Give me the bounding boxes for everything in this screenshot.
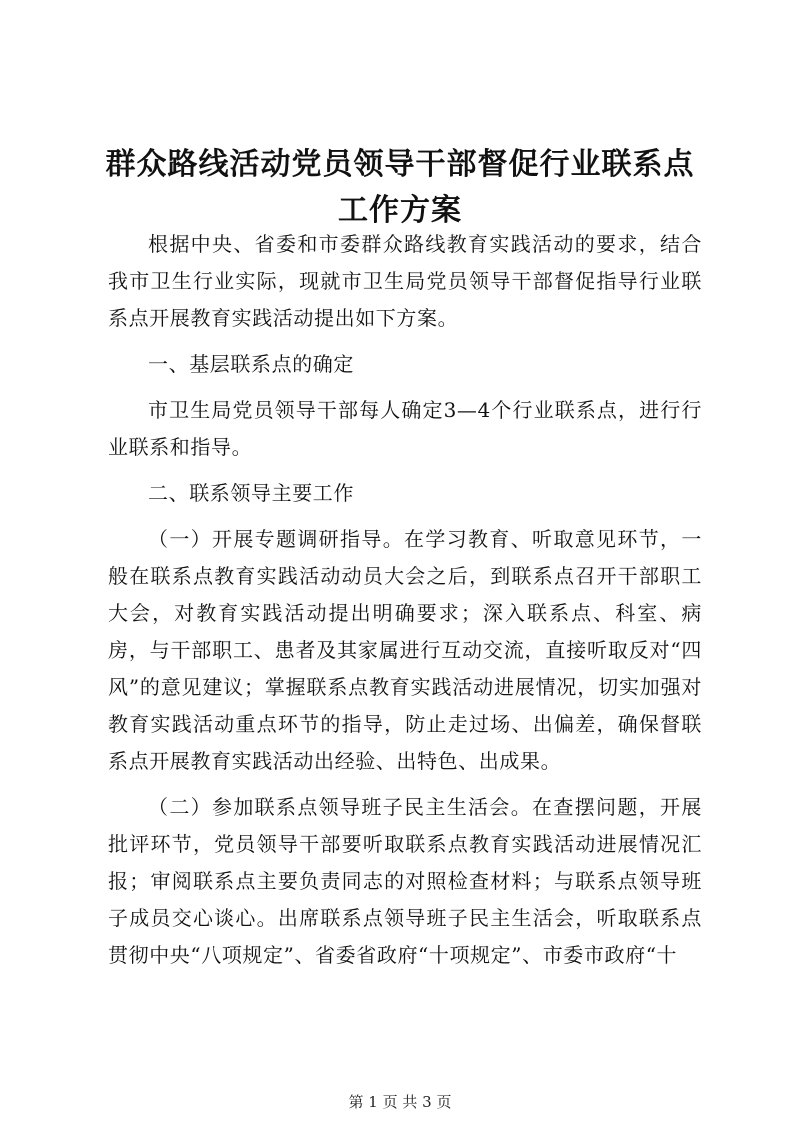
section-heading-2: 二、联系领导主要工作 (148, 481, 354, 505)
paragraph-item-2: （二）参加联系点领导班子民主生活会。在查摆问题，开展批评环节，党员领导干部要听取联系点教育实践活动进展情况汇报；审阅联系点主要负责同志的对照检查材料；与联系点领导班子成员交心谈心。出席联系点领导班子民主生活会，听取联系点贯彻中央“八项规定”、省委省政府“十项规定”、市委市政府“十 (108, 795, 702, 967)
document-title: 群众路线活动党员领导干部督促行业联系点工作方案 (105, 147, 695, 228)
section-heading-1: 一、基层联系点的确定 (148, 352, 354, 376)
document-body (108, 226, 702, 983)
page-number-footer: 第 1 页 共 3 页 (348, 1093, 452, 1111)
paragraph-intro: 根据中央、省委和市委群众路线教育实践活动的要求，结合我市卫生行业实际，现就市卫生局党员领导干部督促指导行业联系点开展教育实践活动提出如下方案。 (108, 232, 702, 330)
paragraph-item-1: （一）开展专题调研指导。在学习教育、听取意见环节，一般在联系点教育实践活动动员大会之后，到联系点召开干部职工大会，对教育实践活动提出明确要求；深入联系点、科室、病房，与干部职工、患者及其家属进行互动交流，直接听取反对“四风”的意见建议；掌握联系点教育实践活动进展情况，切实加强对教育实践活动重点环节的指导，防止走过场、出偏差，确保督联系点开展教育实践活动出经验、出特色、出成果。 (108, 527, 702, 773)
paragraph-section-1: 市卫生局党员领导干部每人确定3—4个行业联系点，进行行业联系和指导。 (108, 398, 702, 459)
